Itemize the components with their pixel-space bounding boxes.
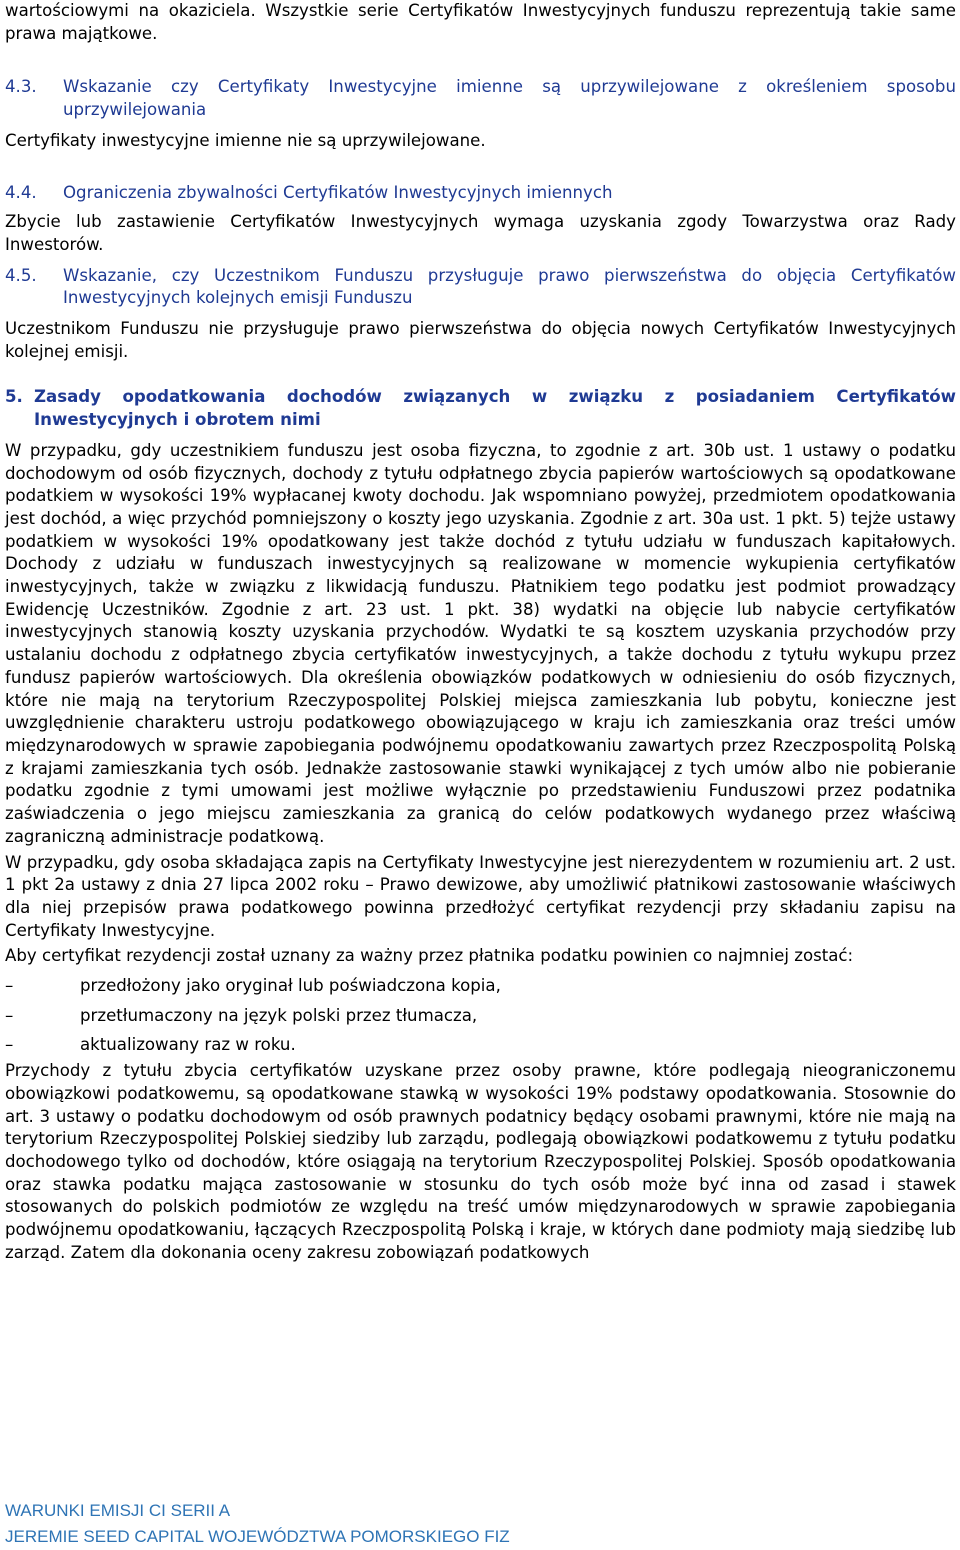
section-4-4-body: Zbycie lub zastawienie Certyfikatów Inwestycyjnych wymaga uzyskania zgody Towarzystwa oraz Rady Inwestorów.: [5, 212, 956, 254]
section-4-3-heading: [5, 76, 956, 121]
section-number: 4.4.: [5, 182, 37, 202]
section-5-heading: [5, 386, 956, 431]
section-5-paragraph-4: Przychody z tytułu zbycia certyfikatów uzyskane przez osoby prawne, które podlegają nieograniczonemu obowiązkowi podatkowemu, są opodatkowane stawką w wysokości 19% podstawy opodatkowania. Stosownie do art. 3 ustawy o podatku dochodowym od osób prawnych podatnicy będący osobami prawnymi, które nie mają na terytorium Rzeczypospolitej Polskiej siedziby lub zarządu, podlegają obowiązkowi podatkowemu z tytułu podatku dochodowego tylko od dochodów, które osiągają na terytorium Rzeczypospolitej Polskiej. Sposób opodatkowania oraz stawka podatku mająca zastosowanie w stosunku do tych osób może być inna od zasad i stawek stosowanych do polskich podmiotów ze względu na treść umów międzynarodowych w sprawie zapobiegania podwójnemu opodatkowaniu, łączących Rzeczpospolitą Polską i kraje, w których dane podmioty mają siedzibę lub zarząd. Zatem dla dokonania oceny zakresu zobowiązań podatkowych: [5, 1061, 956, 1262]
section-number: 5.: [5, 387, 23, 407]
section-title: Wskazanie czy Certyfikaty Inwestycyjne imienne są uprzywilejowane z określeniem sposobu uprzywilejowania: [63, 77, 956, 120]
intro-paragraph: wartościowymi na okaziciela. Wszystkie serie Certyfikatów Inwestycyjnych funduszu reprezentują takie same prawa majątkowe.: [5, 1, 956, 43]
section-4-3-body: Certyfikaty inwestycyjne imienne nie są uprzywilejowane.: [5, 130, 486, 150]
list-item-text: przedłożony jako oryginał lub poświadczona kopia,: [80, 976, 501, 996]
footer-fund-name: JEREMIE SEED CAPITAL WOJEWÓDZTWA POMORSKIEGO FIZ: [5, 1527, 510, 1546]
list-item-text: przetłumaczony na język polski przez tłumacza,: [80, 1005, 478, 1025]
section-number: 4.5.: [5, 265, 37, 285]
section-4-5-body: Uczestnikom Funduszu nie przysługuje prawo pierwszeństwa do objęcia nowych Certyfikatów Inwestycyjnych kolejnej emisji.: [5, 319, 956, 361]
section-title: Wskazanie, czy Uczestnikom Funduszu przysługuje prawo pierwszeństwa do objęcia Certyfikatów Inwestycyjnych kolejnych emisji Funduszu: [63, 265, 956, 308]
section-title: Ograniczenia zbywalności Certyfikatów Inwestycyjnych imiennych: [63, 182, 613, 202]
page-footer: [5, 1498, 510, 1550]
section-4-5-heading: [5, 265, 956, 310]
section-title: Zasady opodatkowania dochodów związanych w związku z posiadaniem Certyfikatów Inwestycyjnych i obrotem nimi: [34, 387, 956, 430]
section-number: 4.3.: [5, 77, 37, 97]
list-item-text: aktualizowany raz w roku.: [80, 1035, 296, 1055]
footer-document-title: WARUNKI EMISJI CI SERII A: [5, 1501, 231, 1520]
dash-bullet: –: [5, 976, 14, 996]
section-4-4-heading: [5, 182, 956, 205]
section-5-paragraph-2: W przypadku, gdy osoba składająca zapis na Certyfikaty Inwestycyjne jest nierezydentem w rozumieniu art. 2 ust. 1 pkt 2a ustawy z dnia 27 lipca 2002 roku – Prawo dewizowe, aby umożliwić płatnikowi zastosowanie właściwych dla niej przepisów prawa podatkowego powinna przedłożyć certyfikat rezydencji przy składaniu zapisu na Certyfikaty Inwestycyjne.: [5, 852, 956, 940]
list-item: [5, 1034, 956, 1057]
section-5-paragraph-1: W przypadku, gdy uczestnikiem funduszu jest osoba fizyczna, to zgodnie z art. 30b ust. 1 ustawy o podatku dochodowym od osób fizycznych, dochody z tytułu odpłatnego zbycia papierów wartościowych są opodatkowane podatkiem w wysokości 19% wypłacanej kwoty dochodu. Jak wspomniano powyżej, przedmiotem opodatkowania jest dochód, a więc przychód pomniejszony o koszty jego uzyskania. Zgodnie z art. 30a ust. 1 pkt. 5) tejże ustawy podatkiem w wysokości 19% opodatkowany jest także dochód z tytułu udziału w funduszach kapitałowych. Dochody z udziału w funduszach inwestycyjnych są realizowane w momencie wykupienia certyfikatów inwestycyjnych, także w związku z likwidacją funduszu. Płatnikiem tego podatku jest podmiot prowadzący Ewidencję Uczestników. Zgodnie z art. 23 ust. 1 pkt. 38) wydatki na objęcie lub nabycie certyfikatów inwestycyjnych stanowią koszty uzyskania przychodów. Wydatki te są kosztem uzyskania przychodów przy ustalaniu dochodu z odpłatnego zbycia certyfikatów inwestycyjnych, a także dochodu z tytułu wykupu przez fundusz papierów wartościowych. Dla określenia obowiązków podatkowych w odniesieniu do osób fizycznych, które nie mają na terytorium Rzeczypospolitej Polskiej miejsca zamieszkania lub pobytu, konieczne jest uwzględnienie charakteru ustroju podatkowego obowiązującego w kraju ich zamieszkania oraz treści umów międzynarodowych w sprawie zapobiegania podwójnemu opodatkowaniu zawartych przez Rzeczpospolitą Polską z krajami zamieszkania tych osób. Jednakże zastosowanie stawki wynikającej z tych umów albo nie pobieranie podatku zgodnie z tymi umowami jest możliwe wyłącznie po przedstawieniu Funduszowi przez podatnika zaświadczenia o jego miejscu zamieszkania za granicą do celów podatkowych wydanego przez właściwą zagraniczną administracje podatkową.: [5, 440, 956, 846]
certificate-requirements-list: [5, 975, 956, 1057]
dash-bullet: –: [5, 1005, 14, 1025]
section-5-paragraph-3: Aby certyfikat rezydencji został uznany za ważny przez płatnika podatku powinien co najmniej zostać:: [5, 946, 854, 966]
document-page: [5, 0, 956, 1264]
list-item: [5, 975, 956, 998]
list-item: [5, 1005, 956, 1028]
dash-bullet: –: [5, 1035, 14, 1055]
